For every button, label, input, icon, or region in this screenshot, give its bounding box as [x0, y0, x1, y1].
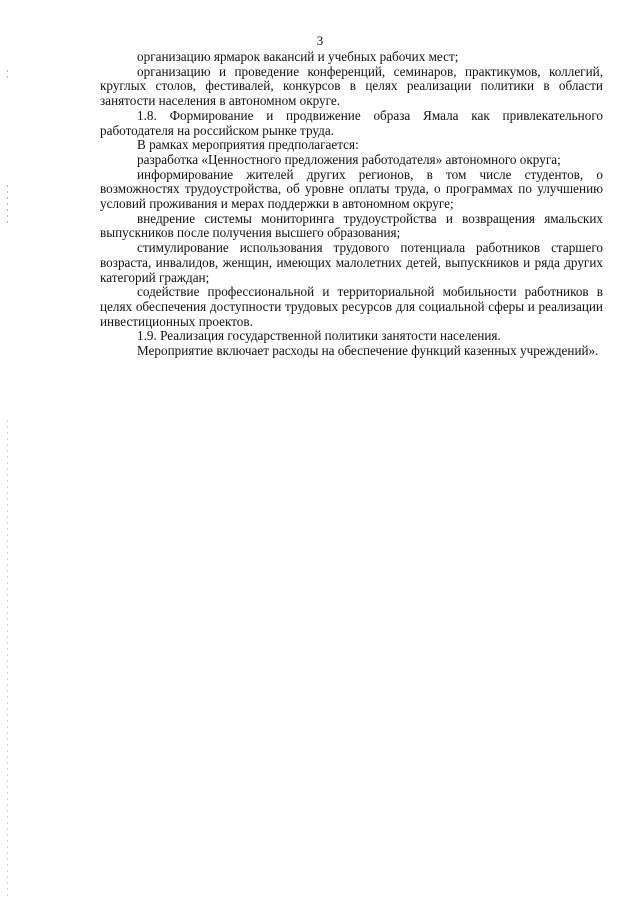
paragraph: В рамках мероприятия предполагается: [137, 137, 359, 153]
scan-artifact [7, 420, 8, 900]
paragraph: 1.9. Реализация государственной политики занятости населения. [137, 328, 501, 344]
paragraph: разработка «Ценностного предложения работодателя» автономного округа; [137, 151, 561, 167]
paragraph: организацию и проведение конференций, семинаров, практикумов, коллегий, круглых столов, фестивалей, конкурсов в целях реализации политики в области занятости населения в автономном округе. [100, 63, 603, 109]
paragraph: содействие профессиональной и территориальной мобильности работников в целях обеспечения доступности трудовых ресурсов для социальной сферы и реализации инвестиционных проектов. [100, 284, 603, 329]
paragraph: стимулирование использования трудового потенциала работников старшего возраста, инвалидов, женщин, имеющих малолетних детей, выпускников и ряда других категорий граждан; [100, 240, 603, 285]
paragraph: внедрение системы мониторинга трудоустройства и возвращения ямальских выпускников после получения высшего образования; [100, 210, 603, 241]
paragraph: организацию ярмарок вакансий и учебных рабочих мест; [137, 49, 459, 64]
paragraph: информирование жителей других регионов, в том числе студентов, о возможностях трудоустройства, об уровне оплаты труда, о программах по улучшению условий проживания и мерах поддержки в автономном округе; [100, 166, 603, 212]
document-body [100, 50, 603, 359]
paragraph: 1.8. Формирование и продвижение образа Ямала как привлекательного работодателя на российском рынке труда. [100, 107, 603, 138]
scan-artifact [7, 185, 8, 225]
scan-artifact [7, 70, 8, 78]
page-number: 3 [316, 33, 324, 48]
paragraph: Мероприятие включает расходы на обеспечение функций казенных учреждений». [137, 343, 599, 359]
